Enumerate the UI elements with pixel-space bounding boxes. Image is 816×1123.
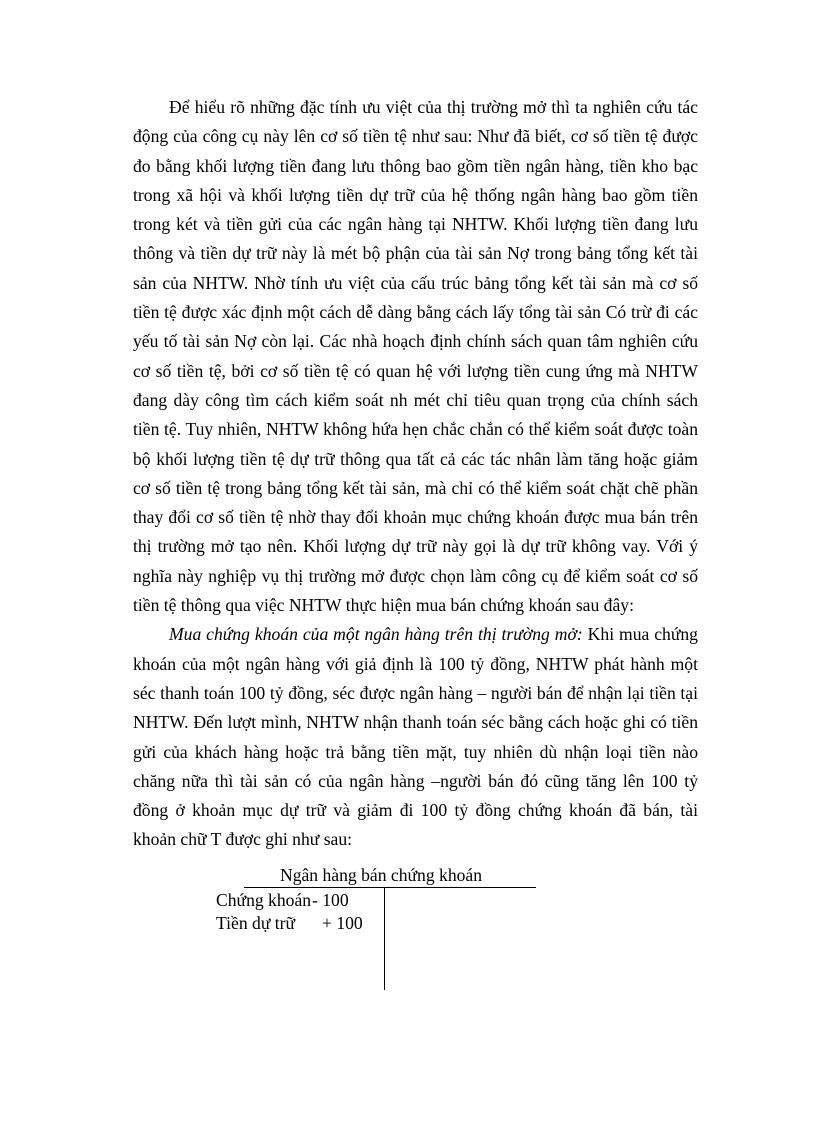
paragraph-2 (133, 620, 698, 854)
t-account-row-label: Tiền dự trữ (216, 913, 296, 933)
t-account-title (244, 863, 536, 888)
paragraph-2-lead: Mua chứng khoán của một ngân hàng trên thị trường mở: (169, 624, 583, 645)
t-account-row-value: + 100 (322, 913, 363, 933)
t-account-row-value: - 100 (312, 890, 349, 910)
paragraph-2-rest: Khi mua chứng khoán của một ngân hàng với giả định là 100 tỷ đồng, NHTW phát hành một séc thanh toán 100 tỷ đồng, séc được ngân hàng – người bán để nhận lại tiền tại NHTW. Đến lượt mình, NHTW nhận thanh toán séc bằng cách hoặc ghi có tiền gửi của khách hàng hoặc trả bằng tiền mặt, tuy nhiên dù nhận loại tiền nào chăng nữa thì tài sản có của ngân hàng –người bán đó cũng tăng lên 100 tỷ đồng ở khoản mục dự trữ và giảm đi 100 tỷ đồng chứng khoán đã bán, tài khoản chữ T được ghi như sau: (133, 624, 698, 850)
t-account-divider (384, 888, 385, 990)
t-account-row (216, 889, 349, 911)
paragraph-1: Để hiểu rõ những đặc tính ưu việt của thị trường mở thì ta nghiên cứu tác động của công cụ này lên cơ số tiền tệ như sau: Như đã biết, cơ số tiền tệ được đo bằng khối lượng tiền đang lưu thông bao gồm tiền ngân hàng, tiền kho bạc trong xã hội và khối lượng tiền dự trữ của hệ thống ngân hàng bao gồm tiền trong két và tiền gửi của các ngân hàng tại NHTW. Khối lượng tiền đang lưu thông và tiền dự trữ này là mét bộ phận của tài sản Nợ trong bảng tổng kết tài sản của NHTW. Nhờ tính ưu việt của cấu trúc bảng tổng kết tài sản mà cơ số tiền tệ được xác định một cách dễ dàng bằng cách lấy tổng tài sản Có trừ đi các yếu tố tài sản Nợ còn lại. Các nhà hoạch định chính sách quan tâm nghiên cứu cơ số tiền tệ, bởi cơ số tiền tệ có quan hệ với lượng tiền cung ứng mà NHTW đang dày công tìm cách kiểm soát nh mét chỉ tiêu quan trọng của chính sách tiền tệ. Tuy nhiên, NHTW không hứa hẹn chắc chắn có thể kiểm soát được toàn bộ khối lượng tiền tệ dự trữ thông qua tất cả các tác nhân làm tăng hoặc giảm cơ số tiền tệ trong bảng tổng kết tài sản, mà chỉ có thể kiểm soát chặt chẽ phần thay đổi cơ số tiền tệ nhờ thay đổi khoản mục chứng khoán được mua bán trên thị trường mở tạo nên. Khối lượng dự trữ này gọi là dự trữ không vay. Với ý nghĩa này nghiệp vụ thị trường mở được chọn làm công cụ để kiểm soát cơ số tiền tệ thông qua việc NHTW thực hiện mua bán chứng khoán sau đây: (133, 97, 698, 616)
t-account-title-text: Ngân hàng bán chứng khoán (280, 865, 483, 885)
body-text (133, 93, 698, 855)
t-account-row-label: Chứng khoán (216, 890, 312, 910)
t-account-row (216, 912, 363, 934)
